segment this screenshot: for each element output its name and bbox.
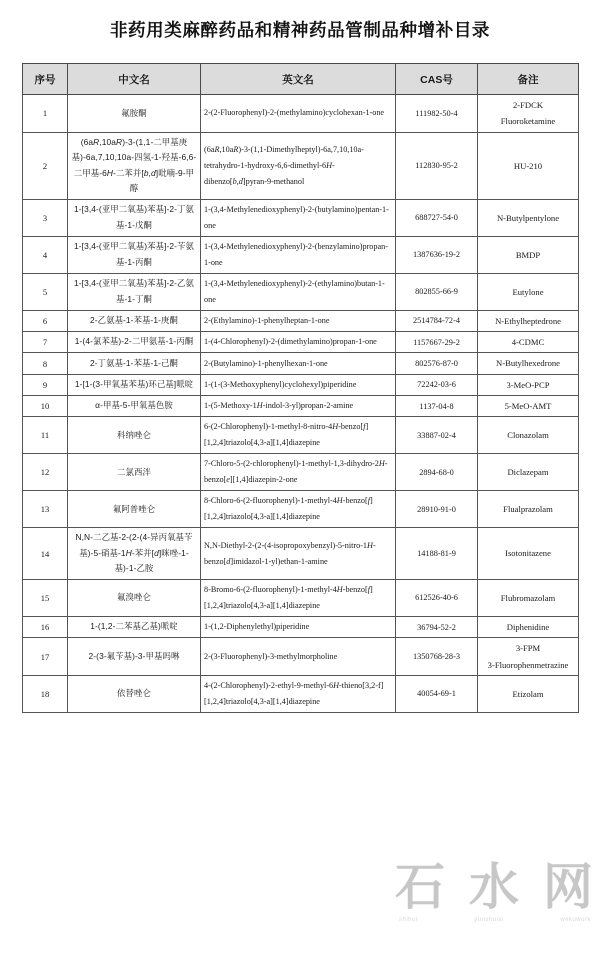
table-header-row (23, 64, 579, 95)
table-row (23, 273, 579, 310)
cell-chinese-name: 氟溴唑仑 (68, 579, 201, 616)
cell-index: 16 (23, 616, 68, 637)
cell-cas-number: 111982-50-4 (396, 95, 478, 133)
cell-chinese-name: 科纳唑仑 (68, 417, 201, 454)
cell-remark: 3-FPM 3-Fluorophenmetrazine (478, 638, 579, 676)
cell-index: 12 (23, 454, 68, 491)
cell-remark: N-Butylpentylone (478, 199, 579, 236)
cell-cas-number: 36794-52-2 (396, 616, 478, 637)
table-row (23, 236, 579, 273)
cell-cas-number: 1387636-19-2 (396, 236, 478, 273)
cell-cas-number: 688727-54-0 (396, 199, 478, 236)
cell-index: 4 (23, 236, 68, 273)
cell-remark: 2-FDCK Fluoroketamine (478, 95, 579, 133)
cell-cas-number: 112830-95-2 (396, 132, 478, 199)
cell-chinese-name: N,N-二乙基-2-(2-(4-异丙氧基苄基)-5-硝基-1H-苯并[d]咪唑-1-基)-1-乙胺 (68, 528, 201, 580)
cell-index: 9 (23, 374, 68, 395)
table-row (23, 638, 579, 676)
cell-english-name: 1-(1,2-Diphenylethyl)piperidine (201, 616, 396, 637)
cell-english-name: 7-Chloro-5-(2-chlorophenyl)-1-methyl-1,3-dihydro-2H-benzo[e][1,4]diazepin-2-one (201, 454, 396, 491)
watermark-glyphs (395, 859, 595, 915)
cell-english-name: 8-Bromo-6-(2-fluorophenyl)-1-methyl-4H-benzo[f][1,2,4]triazolo[4,3-a][1,4]diazepine (201, 579, 396, 616)
cell-english-name: (6aR,10aR)-3-(1,1-Dimethylheptyl)-6a,7,10,10a-tetrahydro-1-hydroxy-6,6-dimethyl-6H-dibenzo[b,d]pyran-9-methanol (201, 132, 396, 199)
column-header-chinese-name: 中文名 (68, 64, 201, 95)
cell-chinese-name: 1-[1-(3-甲氧基苯基)环己基]哌啶 (68, 374, 201, 395)
cell-remark: BMDP (478, 236, 579, 273)
cell-cas-number: 802855-66-9 (396, 273, 478, 310)
cell-cas-number: 72242-03-6 (396, 374, 478, 395)
watermark-glyph-3: 网 (543, 859, 595, 915)
cell-cas-number: 612526-40-6 (396, 579, 478, 616)
cell-index: 6 (23, 310, 68, 331)
table-row (23, 353, 579, 374)
cell-index: 18 (23, 675, 68, 712)
cell-cas-number: 40054-69-1 (396, 675, 478, 712)
table-row (23, 199, 579, 236)
cell-english-name: 1-(5-Methoxy-1H-indol-3-yl)propan-2-amine (201, 396, 396, 417)
cell-remark: N-Ethylheptedrone (478, 310, 579, 331)
cell-index: 10 (23, 396, 68, 417)
cell-remark: 5-MeO-AMT (478, 396, 579, 417)
cell-english-name: 1-(3,4-Methylenedioxyphenyl)-2-(ethylamino)butan-1-one (201, 273, 396, 310)
cell-remark: HU-210 (478, 132, 579, 199)
watermark-sub-3: wekuwork (560, 917, 591, 923)
cell-chinese-name: 依替唑仑 (68, 675, 201, 712)
page-title: 非药用类麻醉药品和精神药品管制品种增补目录 (109, 20, 491, 40)
watermark-glyph-2: 水 (469, 859, 521, 915)
cell-chinese-name: (6aR,10aR)-3-(1,1-二甲基庚基)-6a,7,10,10a-四氢-1-羟基-6,6-二甲基-6H-二苯并[b,d]吡喃-9-甲醇 (68, 132, 201, 199)
column-header-cas: CAS号 (396, 64, 478, 95)
cell-index: 1 (23, 95, 68, 133)
cell-index: 14 (23, 528, 68, 580)
cell-english-name: 6-(2-Chlorophenyl)-1-methyl-8-nitro-4H-benzo[f][1,2,4]triazolo[4,3-a][1,4]diazepine (201, 417, 396, 454)
table-row (23, 132, 579, 199)
table-row (23, 95, 579, 133)
cell-remark: Flualprazolam (478, 491, 579, 528)
cell-english-name: 2-(2-Fluorophenyl)-2-(methylamino)cyclohexan-1-one (201, 95, 396, 133)
cell-index: 15 (23, 579, 68, 616)
cell-cas-number: 2894-68-0 (396, 454, 478, 491)
table-row (23, 396, 579, 417)
cell-cas-number: 802576-87-0 (396, 353, 478, 374)
column-header-english-name: 英文名 (201, 64, 396, 95)
cell-index: 17 (23, 638, 68, 676)
cell-remark: 4-CDMC (478, 332, 579, 353)
cell-english-name: 1-(1-(3-Methoxyphenyl)cyclohexyl)piperidine (201, 374, 396, 395)
cell-index: 2 (23, 132, 68, 199)
cell-english-name: 8-Chloro-6-(2-fluorophenyl)-1-methyl-4H-benzo[f][1,2,4]triazolo[4,3-a][1,4]diazepine (201, 491, 396, 528)
table-body (23, 95, 579, 713)
cell-remark: Isotonitazene (478, 528, 579, 580)
table-row (23, 332, 579, 353)
substances-table (22, 63, 579, 713)
cell-chinese-name: 1-(1,2-二苯基乙基)哌啶 (68, 616, 201, 637)
cell-cas-number: 28910-91-0 (396, 491, 478, 528)
cell-cas-number: 1157667-29-2 (396, 332, 478, 353)
table-row (23, 675, 579, 712)
cell-chinese-name: 1-[3,4-(亚甲二氧基)苯基]-2-乙氨基-1-丁酮 (68, 273, 201, 310)
cell-remark: Flubromazolam (478, 579, 579, 616)
cell-cas-number: 1137-04-8 (396, 396, 478, 417)
cell-english-name: 2-(3-Fluorophenyl)-3-methylmorpholine (201, 638, 396, 676)
cell-cas-number: 33887-02-4 (396, 417, 478, 454)
watermark-glyph-1: 石 (395, 859, 447, 915)
cell-english-name: N,N-Diethyl-2-(2-(4-isopropoxybenzyl)-5-nitro-1H-benzo[d]imidazol-1-yl)ethan-1-amine (201, 528, 396, 580)
table-row (23, 491, 579, 528)
cell-remark: Etizolam (478, 675, 579, 712)
cell-index: 7 (23, 332, 68, 353)
table-row (23, 616, 579, 637)
cell-chinese-name: 2-乙氨基-1-苯基-1-庚酮 (68, 310, 201, 331)
table-row (23, 454, 579, 491)
column-header-index: 序号 (23, 64, 68, 95)
watermark-subtext (395, 917, 595, 923)
cell-remark: N-Butylhexedrone (478, 353, 579, 374)
table-row (23, 310, 579, 331)
cell-chinese-name: 1-[3,4-(亚甲二氧基)苯基]-2-丁氨基-1-戊酮 (68, 199, 201, 236)
cell-english-name: 2-(Ethylamino)-1-phenylheptan-1-one (201, 310, 396, 331)
cell-english-name: 1-(4-Chlorophenyl)-2-(dimethylamino)propan-1-one (201, 332, 396, 353)
cell-chinese-name: 1-(4-氯苯基)-2-二甲氨基-1-丙酮 (68, 332, 201, 353)
cell-english-name: 4-(2-Chlorophenyl)-2-ethyl-9-methyl-6H-thieno[3,2-f][1,2,4]triazolo[4,3-a][1,4]diazepine (201, 675, 396, 712)
cell-cas-number: 1350768-28-3 (396, 638, 478, 676)
cell-chinese-name: α-甲基-5-甲氧基色胺 (68, 396, 201, 417)
cell-chinese-name: 氟胺酮 (68, 95, 201, 133)
cell-english-name: 1-(3,4-Methylenedioxyphenyl)-2-(benzylamino)propan-1-one (201, 236, 396, 273)
cell-index: 5 (23, 273, 68, 310)
cell-remark: 3-MeO-PCP (478, 374, 579, 395)
watermark-sub-1: shihui (399, 917, 418, 923)
cell-chinese-name: 2-丁氨基-1-苯基-1-己酮 (68, 353, 201, 374)
cell-cas-number: 2514784-72-4 (396, 310, 478, 331)
cell-chinese-name: 1-[3,4-(亚甲二氧基)苯基]-2-苄氨基-1-丙酮 (68, 236, 201, 273)
cell-english-name: 2-(Butylamino)-1-phenylhexan-1-one (201, 353, 396, 374)
cell-index: 11 (23, 417, 68, 454)
cell-index: 3 (23, 199, 68, 236)
table-row (23, 374, 579, 395)
table-row (23, 528, 579, 580)
cell-remark: Eutylone (478, 273, 579, 310)
cell-chinese-name: 二氯西泮 (68, 454, 201, 491)
cell-remark: Clonazolam (478, 417, 579, 454)
watermark (395, 859, 595, 934)
table-row (23, 579, 579, 616)
column-header-remark: 备注 (478, 64, 579, 95)
substances-table-container (22, 63, 578, 713)
cell-remark: Diclazepam (478, 454, 579, 491)
cell-remark: Diphenidine (478, 616, 579, 637)
watermark-sub-2: yunshuixi (474, 917, 504, 923)
cell-index: 13 (23, 491, 68, 528)
cell-cas-number: 14188-81-9 (396, 528, 478, 580)
cell-chinese-name: 氟阿普唑仑 (68, 491, 201, 528)
table-row (23, 417, 579, 454)
cell-english-name: 1-(3,4-Methylenedioxyphenyl)-2-(butylamino)pentan-1-one (201, 199, 396, 236)
cell-chinese-name: 2-(3-氟苄基)-3-甲基吗啉 (68, 638, 201, 676)
cell-index: 8 (23, 353, 68, 374)
